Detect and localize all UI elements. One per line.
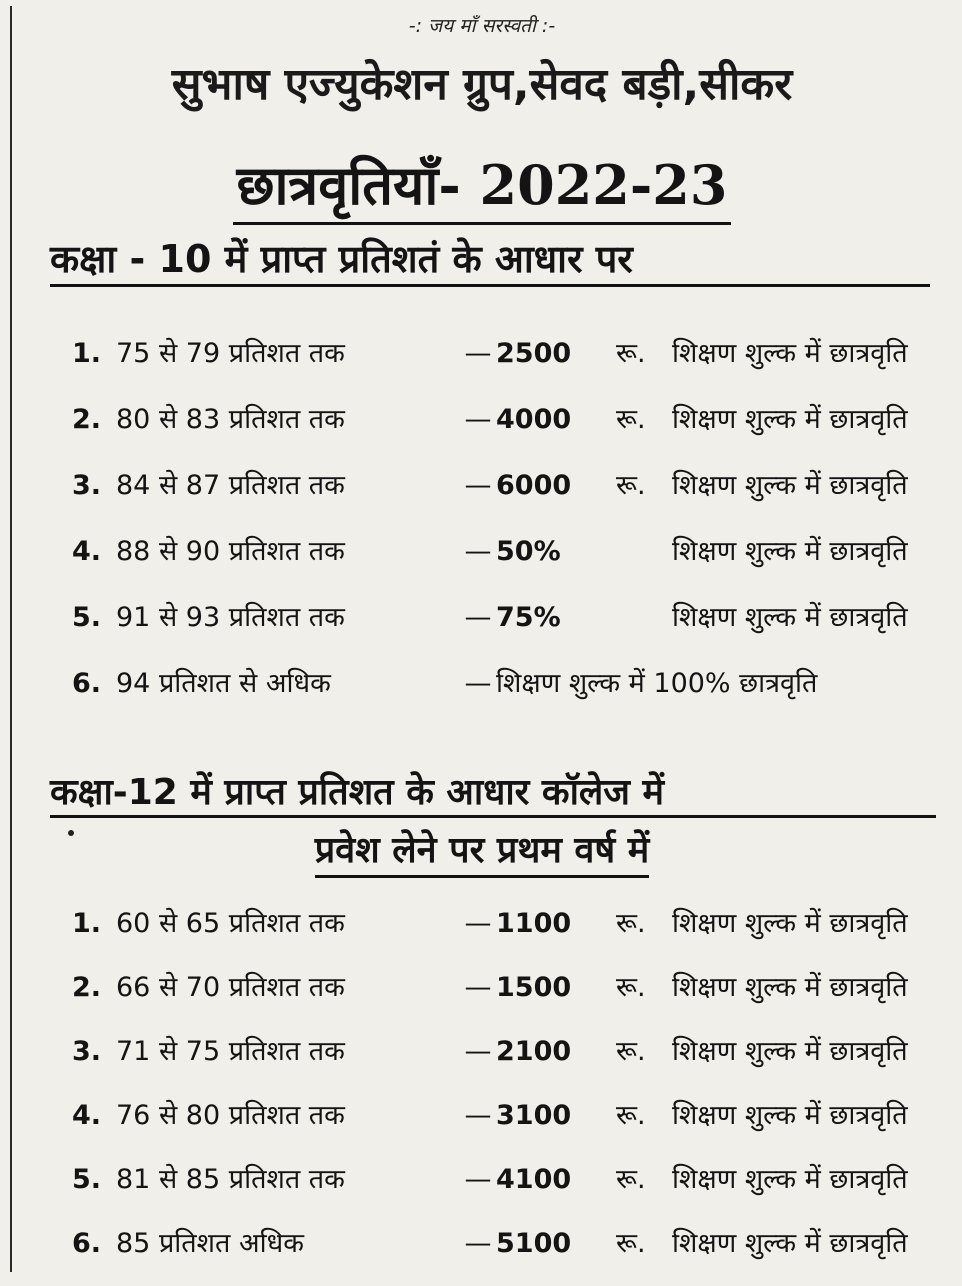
item-range: 75 से 79 प्रतिशत तक (116, 338, 345, 369)
item-range: 91 से 93 प्रतिशत तक (116, 602, 345, 633)
item-amount: 75% (496, 602, 561, 633)
class10-list (72, 332, 922, 728)
item-number: 5. (72, 1164, 102, 1195)
item-dash: — (464, 470, 492, 501)
list-item (72, 530, 922, 596)
item-amount: 1100 (496, 908, 572, 939)
list-item (72, 464, 922, 530)
item-dash: — (464, 1036, 492, 1067)
class12-heading-line2: प्रवेश लेने पर प्रथम वर्ष में (315, 824, 650, 878)
item-number: 1. (72, 908, 102, 939)
item-description: शिक्षण शुल्क में छात्रवृति (672, 1228, 908, 1259)
item-number: 5. (72, 602, 102, 633)
item-number: 3. (72, 1036, 102, 1067)
notice-title-wrap (12, 146, 952, 225)
item-dash: — (464, 338, 492, 369)
list-item (72, 966, 922, 1030)
item-description: शिक्षण शुल्क में छात्रवृति (672, 1164, 908, 1195)
item-amount: 1500 (496, 972, 572, 1003)
list-item (72, 332, 922, 398)
item-unit: रू. (616, 972, 646, 1003)
item-number: 1. (72, 338, 102, 369)
class12-list (72, 902, 922, 1286)
item-amount: 2500 (496, 338, 572, 369)
item-description: शिक्षण शुल्क में छात्रवृति (672, 536, 908, 567)
item-number: 6. (72, 1228, 102, 1259)
list-item (72, 1158, 922, 1222)
list-item (72, 1030, 922, 1094)
item-description: शिक्षण शुल्क में छात्रवृति (672, 1100, 908, 1131)
item-unit: रू. (616, 338, 646, 369)
item-description: शिक्षण शुल्क में छात्रवृति (672, 404, 908, 435)
item-description: शिक्षण शुल्क में छात्रवृति (672, 602, 908, 633)
item-number: 4. (72, 536, 102, 567)
item-range: 80 से 83 प्रतिशत तक (116, 404, 345, 435)
item-amount: 3100 (496, 1100, 572, 1131)
item-range: 88 से 90 प्रतिशत तक (116, 536, 345, 567)
item-range: 81 से 85 प्रतिशत तक (116, 1164, 345, 1195)
item-unit: रू. (616, 908, 646, 939)
item-dash: — (464, 1228, 492, 1259)
scholarship-notice (10, 6, 950, 1272)
item-amount: 5100 (496, 1228, 572, 1259)
item-number: 6. (72, 668, 102, 699)
item-number: 2. (72, 972, 102, 1003)
item-description: शिक्षण शुल्क में छात्रवृति (672, 470, 908, 501)
item-range: 85 प्रतिशत अधिक (116, 1228, 304, 1259)
item-number: 2. (72, 404, 102, 435)
item-dash: — (464, 404, 492, 435)
class12-heading-line2-wrap (12, 824, 952, 878)
item-dash: — (464, 602, 492, 633)
item-range: 71 से 75 प्रतिशत तक (116, 1036, 345, 1067)
list-item (72, 662, 922, 728)
item-dash: — (464, 1164, 492, 1195)
item-dash: — (464, 908, 492, 939)
invocation-line: -: जय माँ सरस्वती :- (408, 15, 556, 37)
item-unit: रू. (616, 1164, 646, 1195)
class10-heading: कक्षा - 10 में प्राप्त प्रतिशतं के आधार पर (50, 232, 930, 287)
item-number: 4. (72, 1100, 102, 1131)
list-item (72, 398, 922, 464)
item-unit: रू. (616, 404, 646, 435)
item-unit: रू. (616, 1228, 646, 1259)
organization-name: सुभाष एज्युकेशन ग्रुप,सेवद बड़ी,सीकर (171, 59, 793, 110)
item-dash: — (464, 972, 492, 1003)
list-item (72, 902, 922, 966)
item-amount: 50% (496, 536, 561, 567)
item-amount: 4000 (496, 404, 572, 435)
item-description: शिक्षण शुल्क में 100% छात्रवृति (496, 668, 818, 699)
list-item (72, 596, 922, 662)
item-amount: 4100 (496, 1164, 572, 1195)
item-range: 76 से 80 प्रतिशत तक (116, 1100, 345, 1131)
class12-heading-line1: कक्षा-12 में प्राप्त प्रतिशत के आधार कॉलेज में (50, 766, 936, 818)
item-range: 94 प्रतिशत से अधिक (116, 668, 331, 699)
item-number: 3. (72, 470, 102, 501)
list-item (72, 1094, 922, 1158)
item-unit: रू. (616, 1036, 646, 1067)
item-dash: — (464, 668, 492, 699)
item-unit: रू. (616, 1100, 646, 1131)
item-dash: — (464, 536, 492, 567)
list-item (72, 1222, 922, 1286)
item-range: 66 से 70 प्रतिशत तक (116, 972, 345, 1003)
item-description: शिक्षण शुल्क में छात्रवृति (672, 338, 908, 369)
item-range: 60 से 65 प्रतिशत तक (116, 908, 345, 939)
item-dash: — (464, 1100, 492, 1131)
item-description: शिक्षण शुल्क में छात्रवृति (672, 908, 908, 939)
item-unit: रू. (616, 470, 646, 501)
item-amount: 2100 (496, 1036, 572, 1067)
notice-title: छात्रवृतियाँ- 2022-23 (233, 146, 732, 225)
item-description: शिक्षण शुल्क में छात्रवृति (672, 972, 908, 1003)
item-amount: 6000 (496, 470, 572, 501)
item-range: 84 से 87 प्रतिशत तक (116, 470, 345, 501)
item-description: शिक्षण शुल्क में छात्रवृति (672, 1036, 908, 1067)
